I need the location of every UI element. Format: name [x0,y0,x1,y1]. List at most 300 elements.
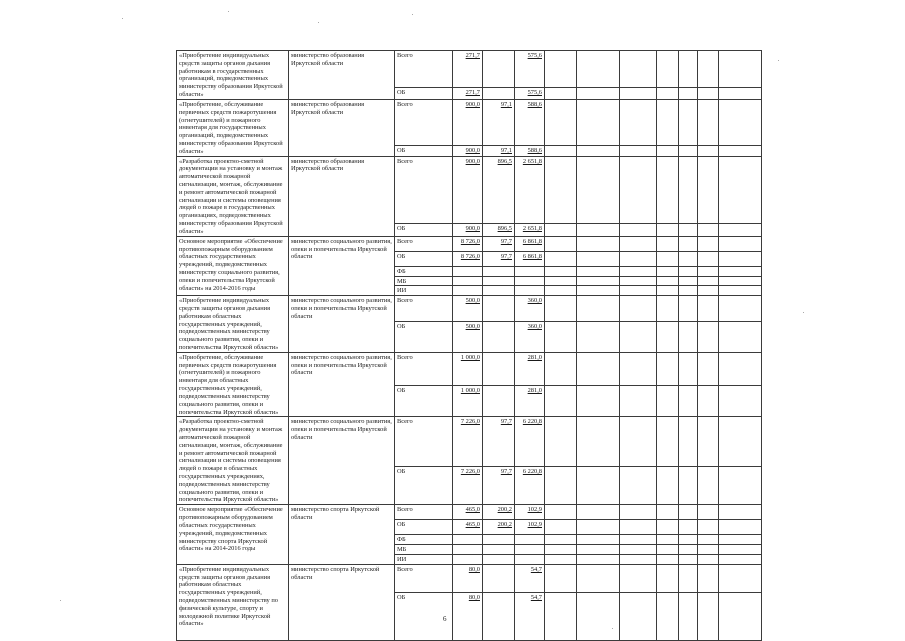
fund-label: ОБ [395,592,453,640]
amount-cell: 2 651,8 [515,156,545,224]
empty-cell [679,417,698,466]
empty-cell [679,224,698,237]
amount-cell: 360,0 [515,322,545,353]
amount-cell: 575,6 [515,88,545,100]
empty-cell [679,156,698,224]
empty-cell [679,51,698,88]
empty-cell [545,51,577,88]
amount-cell: 271,7 [453,88,483,100]
empty-cell [698,545,719,555]
empty-cell [657,505,679,520]
empty-cell [577,386,620,417]
fund-label: Всего [395,236,453,251]
amount-cell: 97,7 [483,236,515,251]
amount-cell [483,88,515,100]
fund-label: ОБ [395,520,453,535]
fund-label: Всего [395,352,453,385]
amount-cell: 281,0 [515,386,545,417]
empty-cell [679,545,698,555]
empty-cell [577,286,620,296]
amount-cell: 200,2 [483,520,515,535]
empty-cell [577,322,620,353]
amount-cell: 97,1 [483,145,515,156]
empty-cell [620,535,657,545]
empty-cell [719,520,762,535]
empty-cell [545,386,577,417]
fund-label: Всего [395,99,453,145]
fund-label: Всего [395,417,453,466]
empty-cell [620,145,657,156]
measure-name: «Приобретение индивидуальных средств защиты органов дыхания работникам областных государственных учреждений, подведомственных министерству по физической культуре, спорту и молодежной политике Иркутской области» [177,564,289,640]
amount-cell: 200,2 [483,505,515,520]
empty-cell [620,545,657,555]
amount-cell [483,276,515,286]
empty-cell [620,99,657,145]
table-row [177,156,762,224]
empty-cell [657,266,679,276]
amount-cell: 465,0 [453,520,483,535]
empty-cell [719,535,762,545]
amount-cell: 7 226,0 [453,417,483,466]
amount-cell [483,51,515,88]
empty-cell [657,51,679,88]
empty-cell [719,352,762,385]
empty-cell [577,564,620,592]
measure-name: «Приобретение, обслуживание первичных средств пожаротушения (огнетушителей) и пожарного инвентаря для областных государственных учреждений, подведомственных министерству социального развития, опеки и попечительства Иркутской области» [177,352,289,417]
amount-cell: 360,0 [515,296,545,322]
scan-speck [60,600,61,601]
empty-cell [577,352,620,385]
ministry-name: министерство спорта Иркутской области [289,564,395,640]
fund-label: ФБ [395,266,453,276]
amount-cell: 465,0 [453,505,483,520]
empty-cell [577,296,620,322]
page-number: 6 [443,615,447,623]
empty-cell [545,535,577,545]
empty-cell [698,224,719,237]
empty-cell [698,276,719,286]
amount-cell [515,276,545,286]
amount-cell: 575,6 [515,51,545,88]
empty-cell [620,520,657,535]
empty-cell [577,592,620,640]
empty-cell [719,266,762,276]
empty-cell [698,535,719,545]
empty-cell [620,592,657,640]
scan-speck [803,312,804,313]
empty-cell [620,251,657,266]
empty-cell [719,156,762,224]
empty-cell [679,554,698,564]
amount-cell: 6 861,8 [515,236,545,251]
empty-cell [657,296,679,322]
empty-cell [620,352,657,385]
empty-cell [719,224,762,237]
empty-cell [577,145,620,156]
empty-cell [620,564,657,592]
empty-cell [698,286,719,296]
scan-speck [612,628,613,629]
empty-cell [719,286,762,296]
table-row [177,99,762,145]
empty-cell [679,564,698,592]
amount-cell: 102,9 [515,505,545,520]
amount-cell: 97,7 [483,251,515,266]
amount-cell [515,286,545,296]
amount-cell [483,266,515,276]
empty-cell [620,236,657,251]
empty-cell [545,564,577,592]
empty-cell [679,276,698,286]
fund-label: ИИ [395,554,453,564]
empty-cell [679,266,698,276]
empty-cell [698,386,719,417]
amount-cell: 6 861,8 [515,251,545,266]
amount-cell: 900,0 [453,224,483,237]
empty-cell [679,296,698,322]
empty-cell [620,296,657,322]
empty-cell [698,51,719,88]
amount-cell: 896,5 [483,156,515,224]
empty-cell [719,592,762,640]
measure-name: Основное мероприятие «Обеспечение противопожарным оборудованием областных государственных учреждений, подведомственных министерству социального развития, опеки и попечительства Иркутской области» на 2014-2016 годы [177,236,289,295]
table-row [177,417,762,466]
table-row [177,296,762,322]
empty-cell [657,236,679,251]
amount-cell [453,535,483,545]
empty-cell [698,145,719,156]
empty-cell [577,88,620,100]
empty-cell [698,554,719,564]
amount-cell: 97,1 [483,99,515,145]
empty-cell [545,156,577,224]
empty-cell [577,266,620,276]
amount-cell [483,592,515,640]
fund-label: ОБ [395,251,453,266]
table-row [177,505,762,520]
empty-cell [679,352,698,385]
empty-cell [719,88,762,100]
empty-cell [657,286,679,296]
amount-cell: 588,6 [515,99,545,145]
fund-label: Всего [395,296,453,322]
empty-cell [620,51,657,88]
empty-cell [577,466,620,505]
empty-cell [620,322,657,353]
amount-cell: 8 726,0 [453,236,483,251]
amount-cell: 2 651,8 [515,224,545,237]
ministry-name: министерство социального развития, опеки и попечительства Иркутской области [289,236,395,295]
empty-cell [657,156,679,224]
empty-cell [719,145,762,156]
amount-cell [483,564,515,592]
fund-label: МБ [395,545,453,555]
empty-cell [679,286,698,296]
scan-speck [412,14,413,15]
fund-label: ОБ [395,224,453,237]
table-body [177,51,762,641]
amount-cell: 896,5 [483,224,515,237]
fund-label: ФБ [395,535,453,545]
empty-cell [620,386,657,417]
empty-cell [698,88,719,100]
amount-cell [453,286,483,296]
scan-speck [122,18,123,19]
empty-cell [679,386,698,417]
empty-cell [679,322,698,353]
empty-cell [719,554,762,564]
empty-cell [545,99,577,145]
amount-cell [483,554,515,564]
empty-cell [545,352,577,385]
amount-cell [515,554,545,564]
empty-cell [577,51,620,88]
empty-cell [657,88,679,100]
empty-cell [545,145,577,156]
fund-label: МБ [395,276,453,286]
empty-cell [657,466,679,505]
ministry-name: министерство образования Иркутской области [289,51,395,100]
amount-cell: 271,7 [453,51,483,88]
table-row [177,51,762,88]
amount-cell [483,352,515,385]
amount-cell [453,266,483,276]
amount-cell [483,286,515,296]
amount-cell: 6 220,8 [515,466,545,505]
empty-cell [657,145,679,156]
empty-cell [577,505,620,520]
empty-cell [698,266,719,276]
empty-cell [657,545,679,555]
fund-label: ОБ [395,386,453,417]
amount-cell [453,276,483,286]
amount-cell: 500,0 [453,322,483,353]
empty-cell [698,236,719,251]
measure-name: «Разработка проектно-сметной документации на установку и монтаж автоматической пожарной сигнализации, монтаж, обслуживание и ремонт автоматической пожарной сигнализации и системы оповещения людей о пожаре в областных государственных учреждениях, подведомственных министерству социального развития, опеки и попечительства Иркутской области» [177,417,289,505]
amount-cell: 900,0 [453,156,483,224]
empty-cell [698,251,719,266]
empty-cell [545,417,577,466]
amount-cell [483,322,515,353]
scan-speck [318,22,319,23]
empty-cell [698,296,719,322]
empty-cell [679,505,698,520]
empty-cell [577,520,620,535]
empty-cell [679,88,698,100]
empty-cell [657,386,679,417]
empty-cell [679,520,698,535]
amount-cell: 102,9 [515,520,545,535]
empty-cell [545,236,577,251]
amount-cell [483,386,515,417]
amount-cell: 97,7 [483,417,515,466]
ministry-name: министерство социального развития, опеки и попечительства Иркутской области [289,296,395,353]
amount-cell: 7 226,0 [453,466,483,505]
empty-cell [719,236,762,251]
empty-cell [698,99,719,145]
empty-cell [719,322,762,353]
amount-cell: 8 726,0 [453,251,483,266]
empty-cell [620,417,657,466]
empty-cell [620,505,657,520]
empty-cell [545,505,577,520]
amount-cell [483,535,515,545]
fund-label: ОБ [395,145,453,156]
empty-cell [620,88,657,100]
amount-cell: 1 000,0 [453,386,483,417]
fund-label: Всего [395,156,453,224]
empty-cell [679,99,698,145]
empty-cell [657,224,679,237]
empty-cell [620,224,657,237]
measure-name: «Приобретение индивидуальных средств защиты органов дыхания работникам областных государственных учреждений, подведомственных министерству социального развития, опеки и попечительства Иркутской области» [177,296,289,353]
empty-cell [657,564,679,592]
amount-cell [453,554,483,564]
empty-cell [545,322,577,353]
empty-cell [698,156,719,224]
empty-cell [577,417,620,466]
empty-cell [679,145,698,156]
empty-cell [679,236,698,251]
empty-cell [719,386,762,417]
amount-cell [453,545,483,555]
amount-cell: 500,0 [453,296,483,322]
empty-cell [657,276,679,286]
empty-cell [545,545,577,555]
empty-cell [545,276,577,286]
empty-cell [719,251,762,266]
ministry-name: министерство социального развития, опеки и попечительства Иркутской области [289,417,395,505]
ministry-name: министерство образования Иркутской области [289,156,395,236]
empty-cell [545,592,577,640]
empty-cell [679,535,698,545]
empty-cell [657,417,679,466]
empty-cell [719,564,762,592]
empty-cell [698,505,719,520]
empty-cell [719,296,762,322]
amount-cell: 54,7 [515,564,545,592]
table-row [177,564,762,592]
empty-cell [698,352,719,385]
empty-cell [577,236,620,251]
measure-name: Основное мероприятие «Обеспечение противопожарным оборудованием областных государственных учреждений, подведомственных министерству спорта Иркутской области» на 2014-2016 годы [177,505,289,564]
empty-cell [545,466,577,505]
empty-cell [698,322,719,353]
empty-cell [545,251,577,266]
empty-cell [719,51,762,88]
empty-cell [679,592,698,640]
empty-cell [698,592,719,640]
amount-cell: 80,0 [453,592,483,640]
scan-speck [228,11,229,12]
fund-label: ОБ [395,466,453,505]
fund-label: Всего [395,564,453,592]
empty-cell [719,545,762,555]
empty-cell [545,296,577,322]
empty-cell [620,466,657,505]
empty-cell [577,224,620,237]
empty-cell [698,564,719,592]
empty-cell [620,554,657,564]
budget-table [176,50,762,641]
empty-cell [698,466,719,505]
fund-label: ИИ [395,286,453,296]
amount-cell: 588,6 [515,145,545,156]
empty-cell [577,251,620,266]
amount-cell [515,266,545,276]
empty-cell [719,417,762,466]
amount-cell [483,545,515,555]
amount-cell: 97,7 [483,466,515,505]
empty-cell [657,322,679,353]
ministry-name: министерство образования Иркутской области [289,99,395,156]
empty-cell [577,535,620,545]
empty-cell [657,251,679,266]
amount-cell: 80,0 [453,564,483,592]
amount-cell: 54,7 [515,592,545,640]
empty-cell [657,592,679,640]
empty-cell [698,417,719,466]
fund-label: Всего [395,51,453,88]
empty-cell [620,266,657,276]
empty-cell [719,99,762,145]
empty-cell [679,251,698,266]
empty-cell [620,286,657,296]
table-row [177,352,762,385]
table-row [177,236,762,251]
amount-cell [483,296,515,322]
empty-cell [545,554,577,564]
amount-cell: 1 000,0 [453,352,483,385]
ministry-name: министерство спорта Иркутской области [289,505,395,564]
empty-cell [698,520,719,535]
amount-cell: 900,0 [453,99,483,145]
empty-cell [577,554,620,564]
empty-cell [657,535,679,545]
fund-label: ОБ [395,88,453,100]
empty-cell [577,276,620,286]
empty-cell [545,266,577,276]
empty-cell [657,352,679,385]
empty-cell [545,520,577,535]
fund-label: Всего [395,505,453,520]
measure-name: «Разработка проектно-сметной документации на установку и монтаж автоматической пожарной сигнализации, монтаж, обслуживание и ремонт автоматической пожарной сигнализации и системы оповещения людей о пожаре в государственных организациях, подведомственных министерству образования Иркутской области» [177,156,289,236]
empty-cell [577,156,620,224]
empty-cell [657,520,679,535]
empty-cell [620,156,657,224]
measure-name: «Приобретение, обслуживание первичных средств пожаротушения (огнетушителей) и пожарного инвентаря для государственных организаций, подведомственных министерству образования Иркутской области» [177,99,289,156]
empty-cell [545,286,577,296]
empty-cell [719,505,762,520]
empty-cell [545,224,577,237]
amount-cell: 6 220,8 [515,417,545,466]
empty-cell [577,99,620,145]
amount-cell [515,545,545,555]
empty-cell [657,99,679,145]
empty-cell [719,276,762,286]
amount-cell: 900,0 [453,145,483,156]
empty-cell [577,545,620,555]
ministry-name: министерство социального развития, опеки и попечительства Иркутской области [289,352,395,417]
empty-cell [719,466,762,505]
empty-cell [545,88,577,100]
empty-cell [679,466,698,505]
scan-speck [778,60,779,61]
amount-cell [515,535,545,545]
empty-cell [657,554,679,564]
empty-cell [620,276,657,286]
measure-name: «Приобретение индивидуальных средств защиты органов дыхания работникам в государственных организаций, подведомственных министерству образования Иркутской области» [177,51,289,100]
